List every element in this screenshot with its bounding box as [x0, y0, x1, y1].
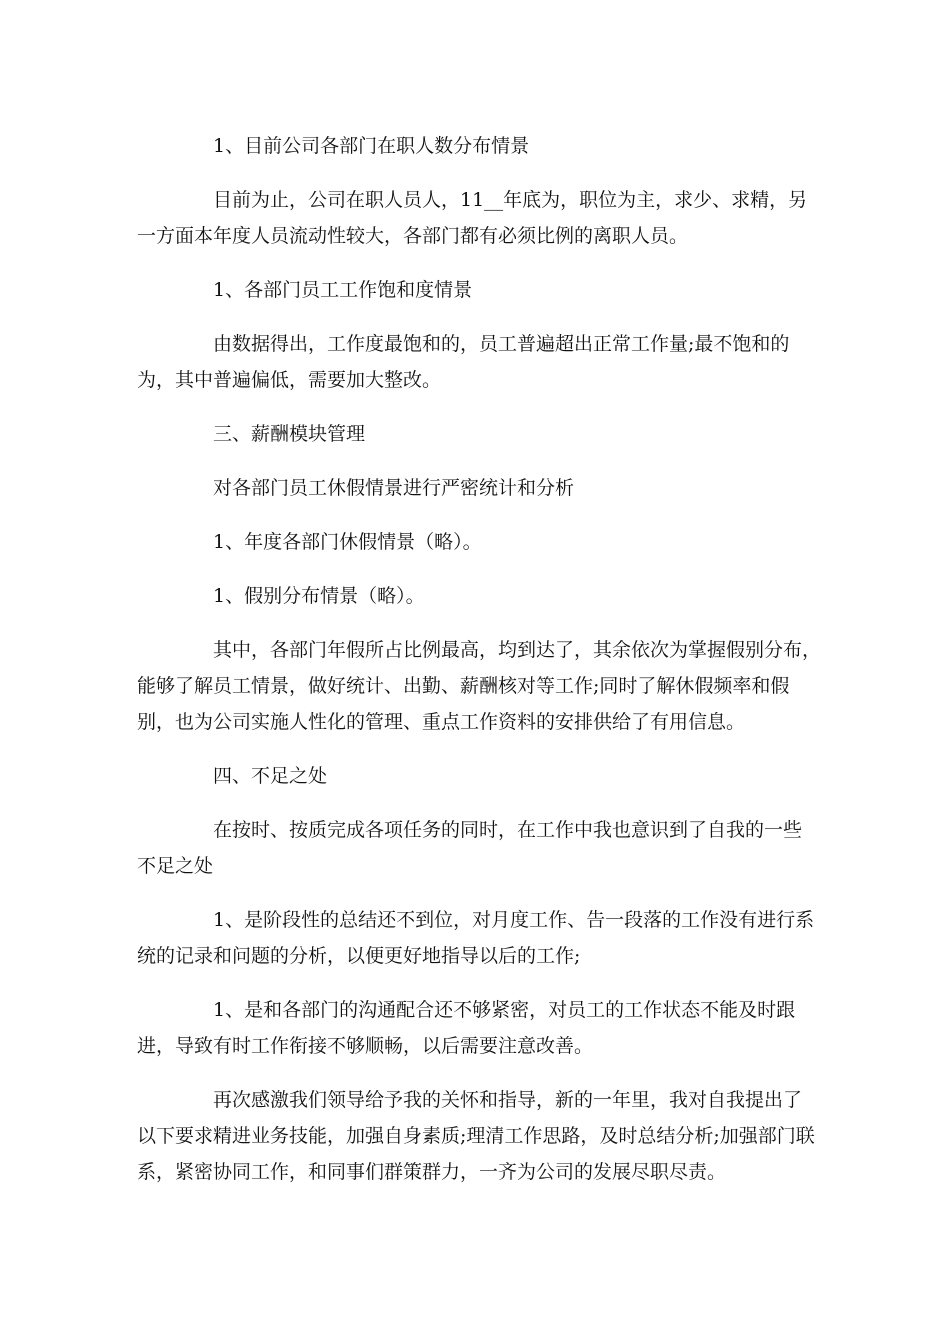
paragraph-leave-type-distribution: 1、假别分布情景（略）。 — [213, 585, 425, 607]
paragraph-workload-text: 由数据得出，工作度最饱和的，员工普遍超出正常工作量;最不饱和的为，其中普遍偏低，需要加大整改。 — [137, 333, 790, 391]
paragraph-staff-distribution-text: 目前为止，公司在职人员人，11__年底为，职位为主，求少、求精，另一方面本年度人员流动性较大，各部门都有必须比例的离职人员。 — [137, 189, 808, 247]
paragraph-leave-statistics: 对各部门员工休假情景进行严密统计和分析 — [213, 477, 575, 499]
paragraph-annual-leave: 1、年度各部门休假情景（略）。 — [213, 531, 482, 553]
paragraph-shortcomings-intro: 在按时、按质完成各项任务的同时，在工作中我也意识到了自我的一些不足之处 — [137, 819, 803, 877]
paragraph-shortcoming-communication: 1、是和各部门的沟通配合还不够紧密，对员工的工作状态不能及时跟进，导致有时工作衔接不够顺畅，以后需要注意改善。 — [137, 999, 796, 1057]
section-heading-salary: 三、薪酬模块管理 — [213, 423, 366, 445]
paragraph-closing-thanks: 再次感激我们领导给予我的关怀和指导，新的一年里，我对自我提出了以下要求精进业务技能，加强自身素质;理清工作思路，及时总结分析;加强部门联系，紧密协同工作，和同事们群策群力，一齐为公司的发展尽职尽责。 — [137, 1089, 815, 1183]
document-body — [137, 128, 822, 1208]
paragraph-workload-heading: 1、各部门员工工作饱和度情景 — [213, 279, 473, 301]
paragraph-shortcoming-summary: 1、是阶段性的总结还不到位，对月度工作、告一段落的工作没有进行系统的记录和问题的分析，以便更好地指导以后的工作; — [137, 909, 815, 967]
paragraph-staff-distribution-heading: 1、目前公司各部门在职人数分布情景 — [213, 135, 530, 157]
section-heading-shortcomings: 四、不足之处 — [213, 765, 328, 787]
paragraph-leave-analysis: 其中，各部门年假所占比例最高，均到达了，其余依次为掌握假别分布，能够了解员工情景，做好统计、出勤、薪酬核对等工作;同时了解休假频率和假别，也为公司实施人性化的管理、重点工作资料的安排供给了有用信息。 — [137, 639, 822, 733]
